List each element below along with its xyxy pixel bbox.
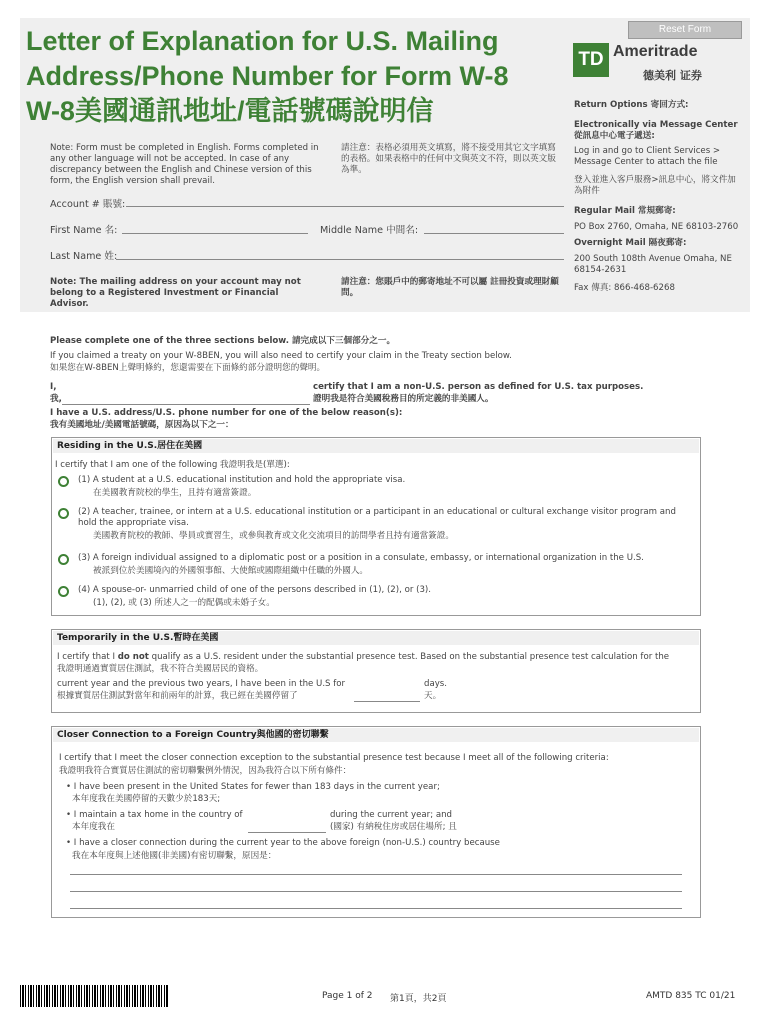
radio-option-2[interactable] bbox=[58, 508, 69, 519]
mailing-note-english: Note: The mailing address on your account may not belong to a Registered Investment or Financial Advisor. bbox=[50, 277, 301, 309]
days-label: days. bbox=[424, 679, 448, 689]
bullet-1-chinese: 本年度我在美國停留的天數少於183天; bbox=[72, 794, 221, 804]
days-field[interactable] bbox=[354, 701, 420, 702]
first-name-label: First Name 名: bbox=[50, 225, 118, 236]
middle-name-field[interactable] bbox=[424, 233, 564, 234]
instruction-line-2: If you claimed a treaty on your W-8BEN, you will also need to certify your claim in the Treaty section below. bbox=[50, 351, 512, 361]
option-1-english: (1) A student at a U.S. educational institution and hold the appropriate visa. bbox=[78, 475, 406, 485]
radio-option-3[interactable] bbox=[58, 554, 69, 565]
logo-wordmark: Ameritrade bbox=[613, 43, 698, 60]
closer-connection-title: Closer Connection to a Foreign Country與他國的密切聯繫 bbox=[53, 728, 699, 742]
account-field[interactable] bbox=[126, 206, 564, 207]
logo-subtitle: 德美利 证券 bbox=[643, 69, 702, 82]
radio-option-1[interactable] bbox=[58, 476, 69, 487]
title-line-3: W-8美國通訊地址/電話號碼說明信 bbox=[26, 96, 434, 126]
certify-english: certify that I am a non-U.S. person as defined for U.S. tax purposes. bbox=[313, 382, 644, 392]
title-line-2: Address/Phone Number for Form W-8 bbox=[26, 61, 509, 91]
option-4-english: (4) A spouse-or- unmarried child of one of the persons described in (1), (2), or (3). bbox=[78, 585, 432, 595]
middle-name-label: Middle Name 中間名: bbox=[320, 225, 419, 236]
have-address-english: I have a U.S. address/U.S. phone number for one of the below reason(s): bbox=[50, 408, 403, 418]
reason-line-2[interactable] bbox=[70, 891, 682, 892]
radio-option-4[interactable] bbox=[58, 586, 69, 597]
option-2-english: (2) A teacher, trainee, or intern at a U.S. educational institution or a participant in an educational or cultural exchange visitor program and hold the appropriate visa. bbox=[78, 507, 676, 528]
closer-intro-english: I certify that I meet the closer connection exception to the substantial presence test because I meet all of the following criteria: bbox=[59, 753, 609, 763]
option-3-chinese: 被派到位於美國境內的外國領事館、大使館或國際組織中任職的外國人。 bbox=[93, 566, 369, 576]
td-logo-icon: TD bbox=[573, 43, 609, 77]
note-english: Note: Form must be completed in English. Forms completed in any other language will not be accepted. In case of any discrepancy between the English and Chinese version of this form, the English version shall prevail. bbox=[50, 143, 319, 186]
electronic-title: Electronically via Message Center 從訊息中心電子遞送: bbox=[574, 120, 738, 141]
i-label: I, bbox=[50, 382, 57, 392]
page-title bbox=[26, 24, 566, 129]
reason-line-1[interactable] bbox=[70, 874, 682, 875]
overnight-mail-address: 200 South 108th Avenue Omaha, NE 68154-2631 bbox=[574, 254, 732, 275]
bullet-3-chinese: 我在本年度與上述他國(非美國)有密切聯繫，原因是： bbox=[72, 851, 277, 861]
i-label-zh: 我, bbox=[50, 394, 62, 404]
page-number-zh: 第1頁，共2頁 bbox=[390, 994, 447, 1004]
certify-chinese: 證明我是符合美國稅務目的所定義的非美國人。 bbox=[313, 394, 494, 404]
name-certify-field[interactable] bbox=[62, 404, 310, 405]
regular-mail-address: PO Box 2760, Omaha, NE 68103-2760 bbox=[574, 222, 739, 232]
days-label-zh: 天。 bbox=[424, 691, 442, 701]
barcode-icon bbox=[20, 985, 168, 1007]
instruction-line-3: 如果您在W-8BEN上聲明條約，您還需要在下面條約部分證明您的聲明。 bbox=[50, 363, 326, 373]
regular-mail-title: Regular Mail 常規郵寄: bbox=[574, 206, 676, 216]
option-2-chinese: 美國教育院校的教師、學員或實習生，或參與教育或文化交流項目的訪問學者且持有適當簽證。 bbox=[93, 531, 454, 541]
reason-line-3[interactable] bbox=[70, 908, 682, 909]
electronic-body: Log in and go to Client Services > Message Center to attach the file bbox=[574, 146, 721, 167]
instruction-line-1: Please complete one of the three sections below. 請完成以下三個部分之一。 bbox=[50, 336, 396, 346]
fax-number: Fax 傳真: 866-468-6268 bbox=[574, 283, 675, 293]
reset-form-button[interactable]: Reset Form bbox=[628, 21, 742, 39]
first-name-field[interactable] bbox=[122, 233, 308, 234]
last-name-field[interactable] bbox=[116, 259, 564, 260]
overnight-mail-title: Overnight Mail 隔夜郵寄: bbox=[574, 238, 687, 248]
temporary-line-4: 根據實質居住測試對當年和前兩年的計算，我已經在美國停留了 bbox=[57, 691, 298, 701]
have-address-chinese: 我有美國地址/美國電話號碼，原因為以下之一： bbox=[50, 420, 234, 430]
mailing-note-chinese: 請注意：您賬戶中的郵寄地址不可以屬 註冊投資或理財顧問。 bbox=[341, 277, 559, 298]
page-number: Page 1 of 2 bbox=[322, 991, 373, 1001]
option-1-chinese: 在美國教育院校的學生，且持有適當簽證。 bbox=[93, 488, 257, 498]
note-chinese: 請注意：表格必須用英文填寫，將不接受用其它文字填寫的表格。如果表格中的任何中文與英文不符，則以英文版為準。 bbox=[341, 143, 556, 175]
option-3-english: (3) A foreign individual assigned to a diplomatic post or a position in a consulate, embassy, or international organization in the U.S. bbox=[78, 553, 644, 563]
account-label: Account # 賬號: bbox=[50, 199, 126, 210]
return-options-heading: Return Options 寄回方式: bbox=[574, 100, 689, 110]
temporary-line-2: 我證明通過實質居住測試，我不符合美國居民的資格。 bbox=[57, 664, 264, 674]
tax-country-field[interactable] bbox=[248, 832, 326, 833]
temporary-line-3: current year and the previous two years, I have been in the U.S for bbox=[57, 679, 346, 689]
bullet-2-mid: during the current year; and bbox=[330, 810, 452, 820]
residing-intro: I certify that I am one of the following 我證明我是(單選): bbox=[55, 460, 290, 470]
form-code: AMTD 835 TC 01/21 bbox=[646, 991, 736, 1001]
bullet-3-english: • I have a closer connection during the current year to the above foreign (non-U.S.) country because bbox=[66, 838, 500, 848]
title-line-1: Letter of Explanation for U.S. Mailing bbox=[26, 26, 499, 56]
temporary-line-1: I certify that I do not qualify as a U.S. resident under the substantial presence test. Based on the substantial presence test calculation for the bbox=[57, 652, 670, 662]
option-4-chinese: (1), (2), 或 (3) 所述人之一的配偶或未婚子女。 bbox=[93, 598, 275, 608]
bullet-2-chinese: 本年度我在 bbox=[72, 822, 115, 832]
bullet-2-chinese-post: (國家) 有納稅住房或居住場所; 且 bbox=[330, 822, 457, 832]
bullet-1-english: • I have been present in the United States for fewer than 183 days in the current year; bbox=[66, 782, 440, 792]
bullet-2-english: • I maintain a tax home in the country of bbox=[66, 810, 243, 820]
electronic-body-zh: 登入並進入客戶服務>訊息中心，將文件加為附件 bbox=[574, 175, 736, 196]
last-name-label: Last Name 姓: bbox=[50, 251, 118, 262]
closer-intro-chinese: 我證明我符合實質居住測試的密切聯繫例外情況，因為我符合以下所有條件： bbox=[59, 766, 352, 776]
temporary-title: Temporarily in the U.S.暫時在美國 bbox=[53, 631, 699, 645]
residing-title: Residing in the U.S.居住在美國 bbox=[53, 439, 699, 453]
